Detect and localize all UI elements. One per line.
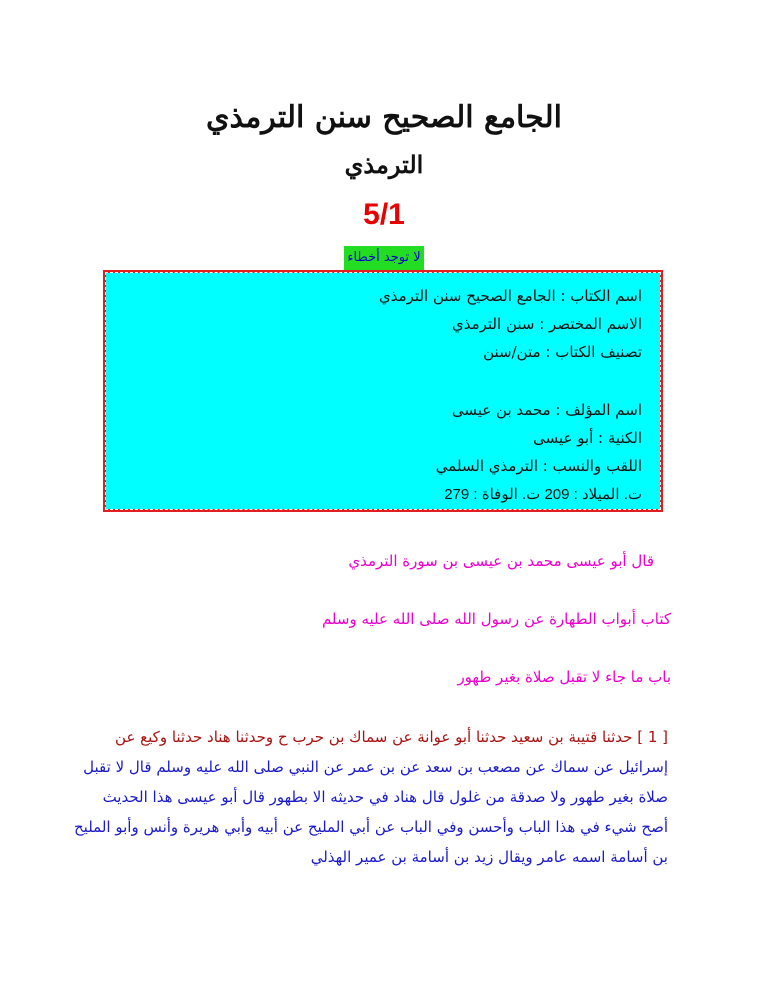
book-info-box (103, 270, 663, 512)
info-dates: ت. الميلاد : 209 ت. الوفاة : 279 (444, 486, 642, 503)
info-lineage: اللقب والنسب : الترمذي السلمي (435, 457, 642, 475)
info-book-name: اسم الكتاب : الجامع الصحيح سنن الترمذي (379, 287, 642, 305)
info-short-name: الاسم المختصر : سنن الترمذي (451, 315, 642, 333)
hadith-text (74, 722, 668, 872)
hadith-line-1: [ 1 ] حدثنا قتيبة بن سعيد حدثنا أبو عوانة عن سماك بن حرب ح وحدثنا هناد حدثنا وكيع عن (115, 728, 668, 746)
hadith-line-2: إسرائيل عن سماك عن مصعب بن سعد عن بن عمر عن النبي صلى الله عليه وسلم قال لا تقبل (83, 758, 668, 776)
book-title: الجامع الصحيح سنن الترمذي (205, 100, 563, 135)
info-kunya: الكنية : أبو عيسى (533, 429, 642, 447)
hadith-line-3: صلاة بغير طهور ولا صدقة من غلول قال هناد في حديثه الا بطهور قال أبو عيسى هذا الحديث (102, 788, 668, 806)
book-author: الترمذي (344, 150, 424, 179)
volume-number: 5/1 (363, 198, 405, 231)
hadith-line-4: أصح شيء في هذا الباب وأحسن وفي الباب عن أبي المليح عن أبيه وأبي هريرة وأنس وأبو المليح (74, 818, 668, 836)
hadith-line-5: بن أسامة اسمه عامر ويقال زيد بن أسامة بن عمير الهذلي (310, 848, 668, 866)
info-author-name: اسم المؤلف : محمد بن عيسى (451, 401, 642, 419)
bab-heading: باب ما جاء لا تقبل صلاة بغير طهور (457, 668, 671, 686)
book-chapter-heading: كتاب أبواب الطهارة عن رسول الله صلى الله عليه وسلم (321, 610, 671, 628)
intro-heading: قال أبو عيسى محمد بن عيسى بن سورة الترمذي (348, 552, 654, 570)
status-badge: لا توجد أخطاء (344, 246, 424, 270)
info-category: تصنيف الكتاب : متن/سنن (483, 343, 642, 361)
